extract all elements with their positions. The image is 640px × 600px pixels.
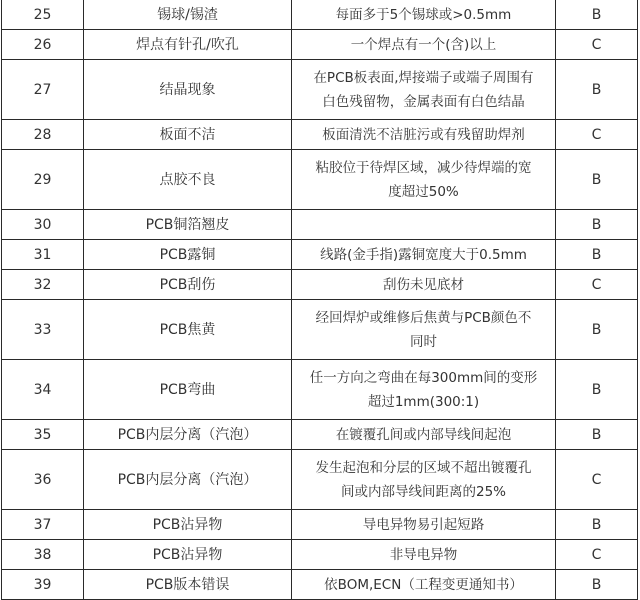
defect-grade-cell: B xyxy=(556,60,638,120)
defect-item-cell: 板面不洁 xyxy=(84,120,292,150)
defect-grade-cell: B xyxy=(556,570,638,600)
defect-description-cell: 刮伤未见底材 xyxy=(292,270,556,300)
row-number-cell: 36 xyxy=(2,450,84,510)
defect-description-cell xyxy=(292,210,556,240)
defect-item-cell: PCB铜箔翘皮 xyxy=(84,210,292,240)
defect-description-cell: 依BOM,ECN（工程变更通知书） xyxy=(292,570,556,600)
defect-item-cell: PCB焦黄 xyxy=(84,300,292,360)
defect-item-cell: PCB内层分离（汽泡） xyxy=(84,450,292,510)
defect-item-cell: PCB内层分离（汽泡） xyxy=(84,420,292,450)
defect-description-cell: 一个焊点有一个(含)以上 xyxy=(292,30,556,60)
row-number-cell: 39 xyxy=(2,570,84,600)
defect-item-cell: 焊点有针孔/吹孔 xyxy=(84,30,292,60)
defect-item-cell: 点胶不良 xyxy=(84,150,292,210)
defect-item-cell: 锡球/锡渣 xyxy=(84,0,292,30)
defect-grade-cell: C xyxy=(556,30,638,60)
row-number-cell: 27 xyxy=(2,60,84,120)
description-line: 超过1mm(300:1) xyxy=(367,393,480,410)
defect-description-cell xyxy=(292,300,556,360)
defect-item-cell: 结晶现象 xyxy=(84,60,292,120)
defect-description-cell xyxy=(292,360,556,420)
defect-description-cell: 在镀覆孔间或内部导线间起泡 xyxy=(292,420,556,450)
defect-grade-cell: C xyxy=(556,120,638,150)
defect-description-cell xyxy=(292,150,556,210)
row-number-cell: 25 xyxy=(2,0,84,30)
defect-description-cell: 非导电异物 xyxy=(292,540,556,570)
table-row xyxy=(2,0,638,30)
defect-grade-cell: C xyxy=(556,450,638,510)
defect-item-cell: PCB版本错误 xyxy=(84,570,292,600)
row-number-cell: 38 xyxy=(2,540,84,570)
description-line: 粘胶位于待焊区域，减少待焊端的宽 xyxy=(315,159,532,176)
defect-table-body xyxy=(2,0,638,600)
table-row xyxy=(2,120,638,150)
description-line: 发生起泡和分层的区域不超出镀覆孔 xyxy=(315,459,532,476)
row-number-cell: 28 xyxy=(2,120,84,150)
table-row xyxy=(2,30,638,60)
defect-grade-cell: C xyxy=(556,540,638,570)
defect-description-cell: 每面多于5个锡球或>0.5mm xyxy=(292,0,556,30)
defect-description-cell: 线路(金手指)露铜宽度大于0.5mm xyxy=(292,240,556,270)
defect-description-cell: 板面清洗不洁脏污或有残留助焊剂 xyxy=(292,120,556,150)
defect-table xyxy=(1,0,638,600)
defect-grade-cell: B xyxy=(556,150,638,210)
table-row xyxy=(2,150,638,210)
row-number-cell: 33 xyxy=(2,300,84,360)
table-row xyxy=(2,300,638,360)
table-row xyxy=(2,540,638,570)
table-row xyxy=(2,240,638,270)
description-line: 经回焊炉或维修后焦黄与PCB颜色不 xyxy=(315,309,532,326)
defect-grade-cell: B xyxy=(556,510,638,540)
defect-grade-cell: B xyxy=(556,420,638,450)
description-line: 度超过50% xyxy=(388,183,459,200)
defect-grade-cell: B xyxy=(556,240,638,270)
table-row xyxy=(2,510,638,540)
table-row xyxy=(2,450,638,510)
defect-item-cell: PCB弯曲 xyxy=(84,360,292,420)
defect-description-cell: 导电异物易引起短路 xyxy=(292,510,556,540)
defect-grade-cell: C xyxy=(556,270,638,300)
defect-grade-cell: B xyxy=(556,300,638,360)
row-number-cell: 26 xyxy=(2,30,84,60)
description-line: 间或内部导线间距离的25% xyxy=(340,483,506,500)
defect-item-cell: PCB刮伤 xyxy=(84,270,292,300)
table-row xyxy=(2,570,638,600)
description-line: 任一方向之弯曲在每300mm间的变形 xyxy=(309,369,538,386)
defect-item-cell: PCB沾异物 xyxy=(84,510,292,540)
row-number-cell: 37 xyxy=(2,510,84,540)
row-number-cell: 35 xyxy=(2,420,84,450)
row-number-cell: 29 xyxy=(2,150,84,210)
defect-description-cell xyxy=(292,450,556,510)
defect-description-cell xyxy=(292,60,556,120)
table-row xyxy=(2,420,638,450)
defect-item-cell: PCB沾异物 xyxy=(84,540,292,570)
row-number-cell: 32 xyxy=(2,270,84,300)
row-number-cell: 30 xyxy=(2,210,84,240)
table-row xyxy=(2,60,638,120)
defect-item-cell: PCB露铜 xyxy=(84,240,292,270)
table-row xyxy=(2,270,638,300)
row-number-cell: 34 xyxy=(2,360,84,420)
description-line: 同时 xyxy=(410,333,437,350)
description-line: 在PCB板表面,焊接端子或端子周围有 xyxy=(313,69,534,86)
defect-grade-cell: B xyxy=(556,210,638,240)
description-line: 白色残留物，金属表面有白色结晶 xyxy=(322,93,525,110)
row-number-cell: 31 xyxy=(2,240,84,270)
defect-grade-cell: B xyxy=(556,0,638,30)
defect-grade-cell: B xyxy=(556,360,638,420)
table-row xyxy=(2,210,638,240)
table-row xyxy=(2,360,638,420)
